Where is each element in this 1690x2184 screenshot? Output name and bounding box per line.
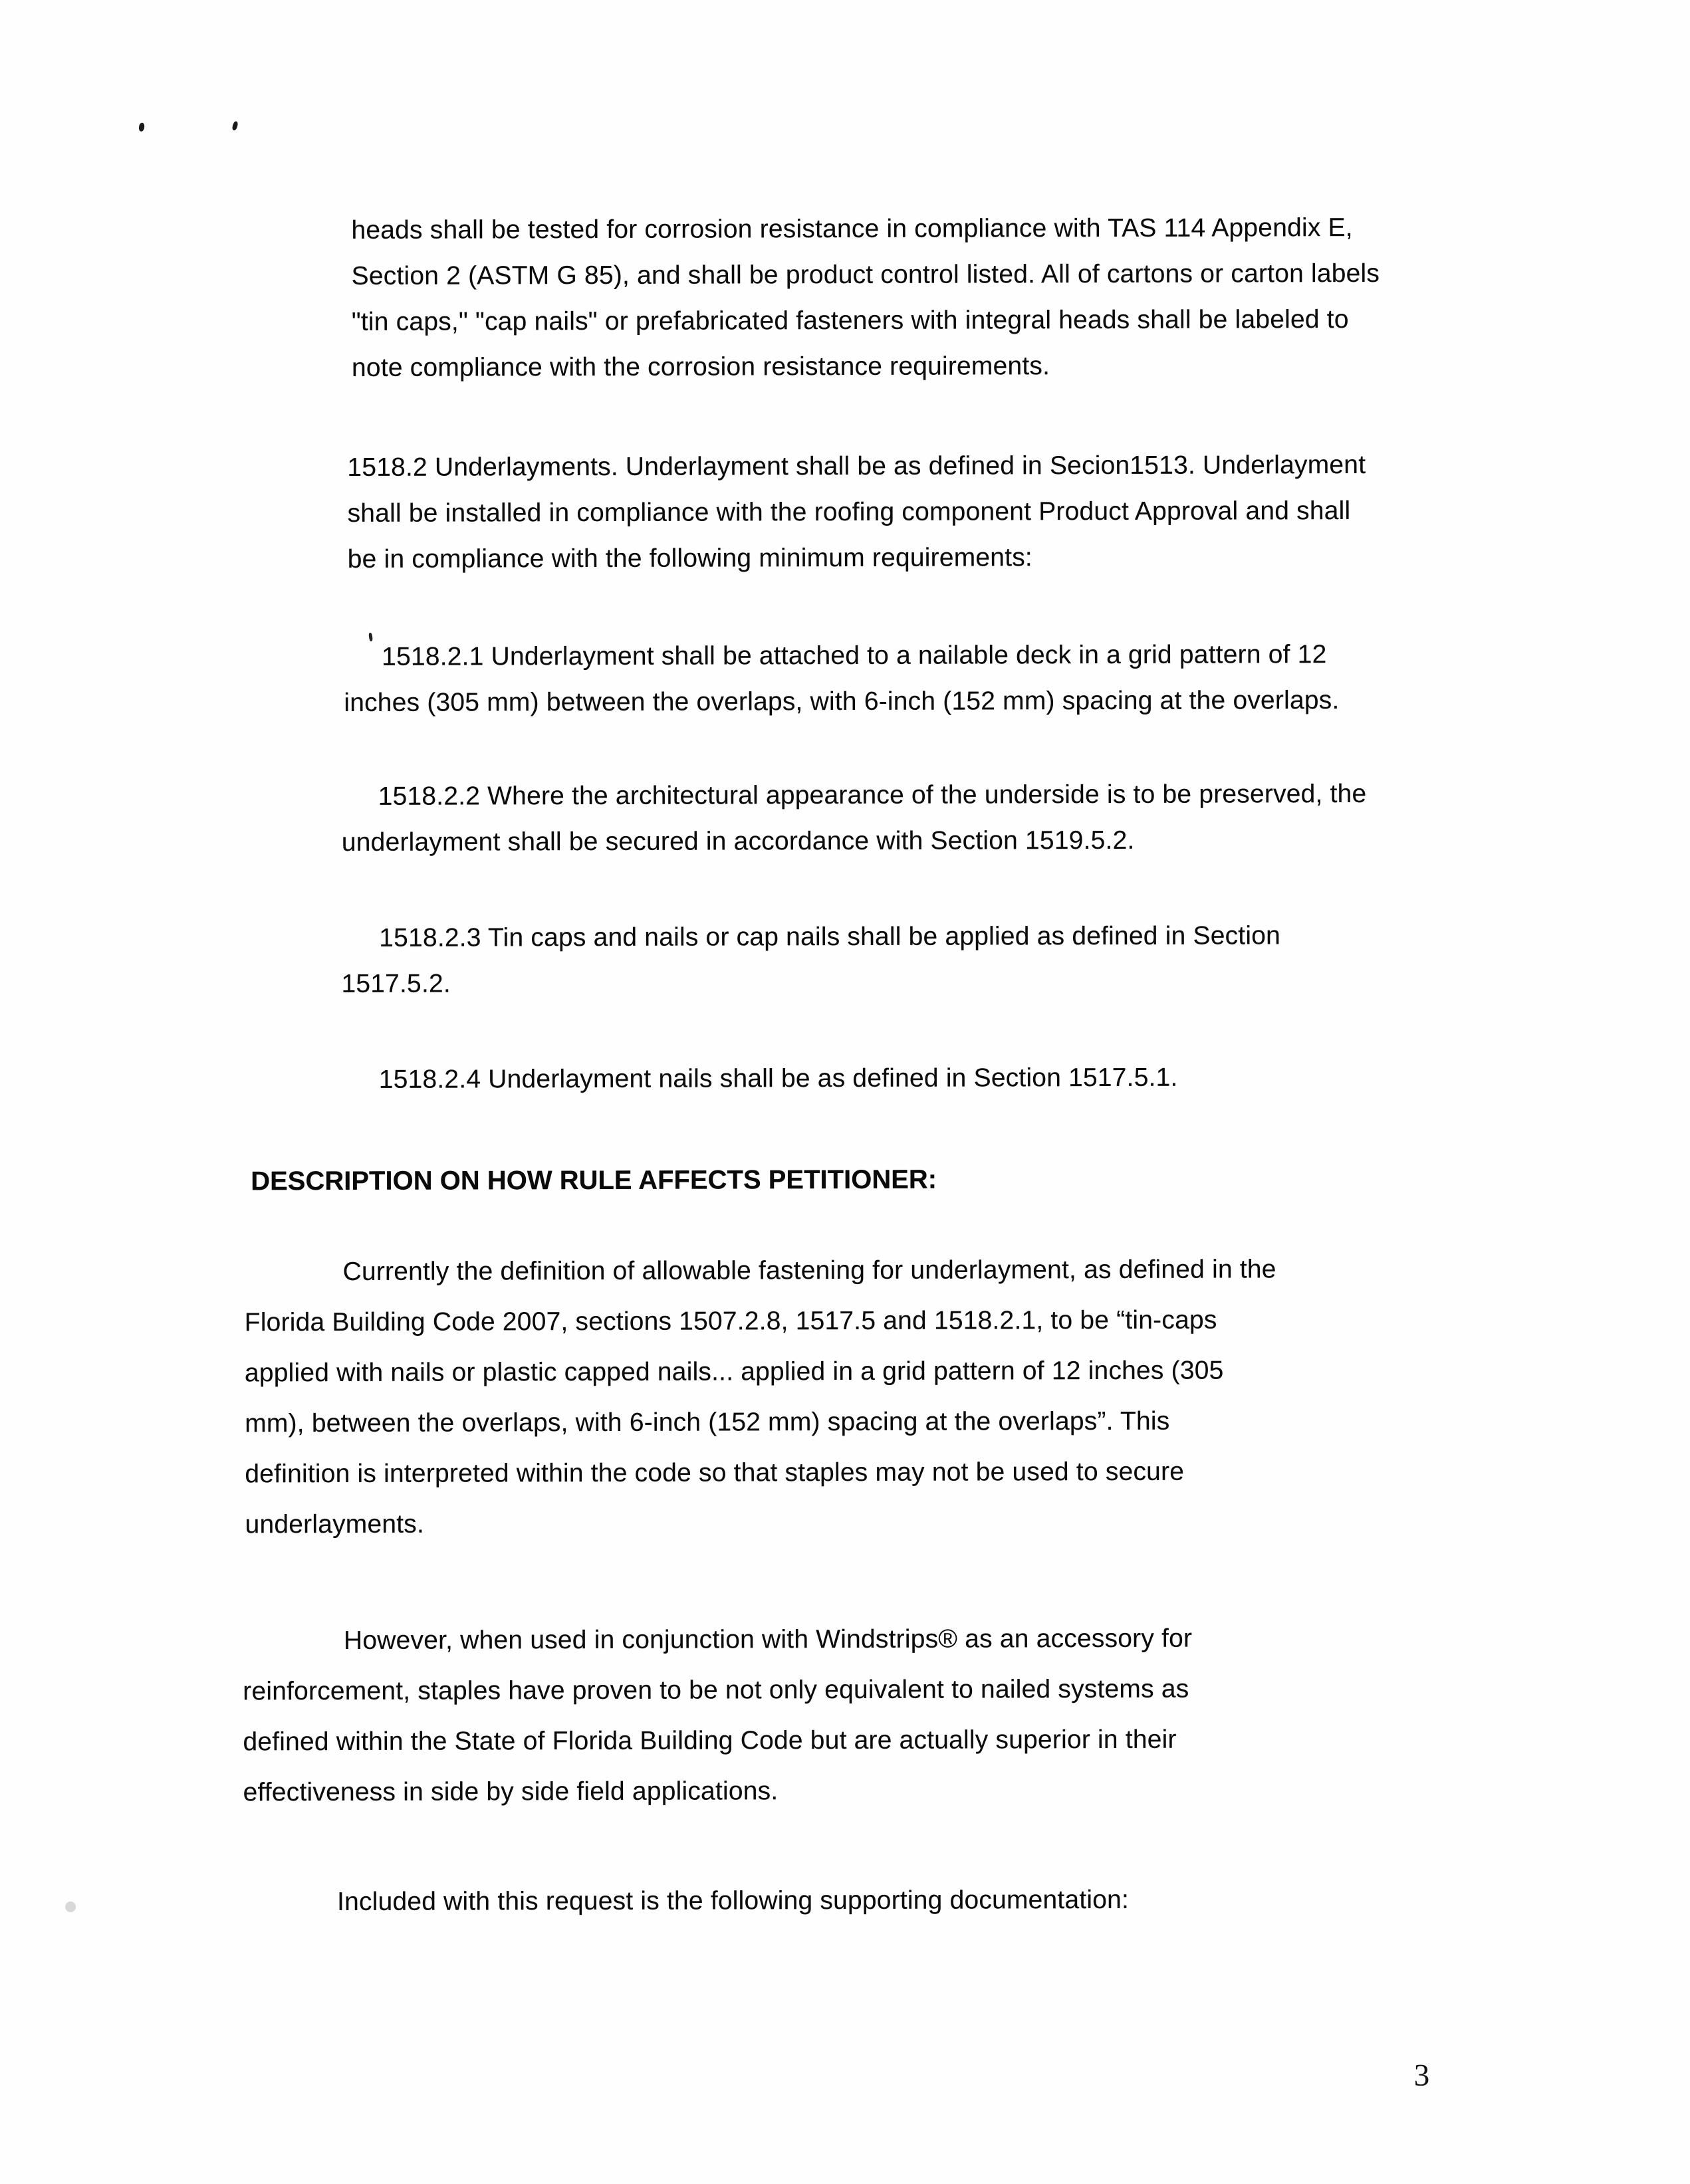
paragraph-however-windstrips: However, when used in conjunction with Windstrips® as an accessory for reinforcement, staples have proven to be not only equivalent to nailed systems as defined within the State of Florida Building Code but are actually superior in their effectiveness in side by side field applications. — [243, 1624, 1193, 1807]
scan-speck — [65, 1902, 76, 1912]
paragraph-section-1518-2: 1518.2 Underlayments. Underlayment shall be as defined in Secion1513. Underlayment shall be installed in compliance with the roofing component Product Approval and shall be in compliance with the following minimum requirements: — [347, 450, 1366, 574]
paragraph-corrosion-resistance: heads shall be tested for corrosion resistance in compliance with TAS 114 Appendix E, Section 2 (ASTM G 85), and shall be product control listed. All of cartons or carton labels "tin caps," "cap nails" or prefabricated fasteners with integral heads shall be labeled to note compliance with the corrosion resistance requirements. — [351, 213, 1380, 382]
page-number: 3 — [1413, 2058, 1430, 2093]
section-heading: DESCRIPTION ON HOW RULE AFFECTS PETITIONER: — [251, 1164, 937, 1196]
paragraph-included-request: Included with this request is the following supporting documentation: — [336, 1885, 1130, 1917]
paragraph-section-1518-2-4: 1518.2.4 Underlayment nails shall be as defined in Section 1517.5.1. — [378, 1063, 1178, 1094]
paragraph-currently-definition: Currently the definition of allowable fastening for underlayment, as defined in the Florida Building Code 2007, sections 1507.2.8, 1517.5 and 1518.2.1, to be “tin-caps applied with nails or plastic capped nails... applied in a grid pattern of 12 inches (305 mm), between the overlaps, with 6-inch (152 mm) spacing at the overlaps”. This definition is interpreted within the code so that staples may not be used to secure underlayments. — [244, 1255, 1276, 1539]
paragraph-section-1518-2-3: 1518.2.3 Tin caps and nails or cap nails shall be applied as defined in Section 1517.5.2. — [341, 921, 1281, 998]
paragraph-section-1518-2-2: 1518.2.2 Where the architectural appearance of the underside is to be preserved, the underlayment shall be secured in accordance with Section 1519.5.2. — [341, 779, 1367, 857]
scan-speck — [231, 121, 239, 131]
paragraph-section-1518-2-1: 1518.2.1 Underlayment shall be attached to a nailable deck in a grid pattern of 12 inches (305 mm) between the overlaps, with 6-inch (152 mm) spacing at the overlaps. — [344, 640, 1340, 717]
scan-speck — [138, 122, 145, 132]
